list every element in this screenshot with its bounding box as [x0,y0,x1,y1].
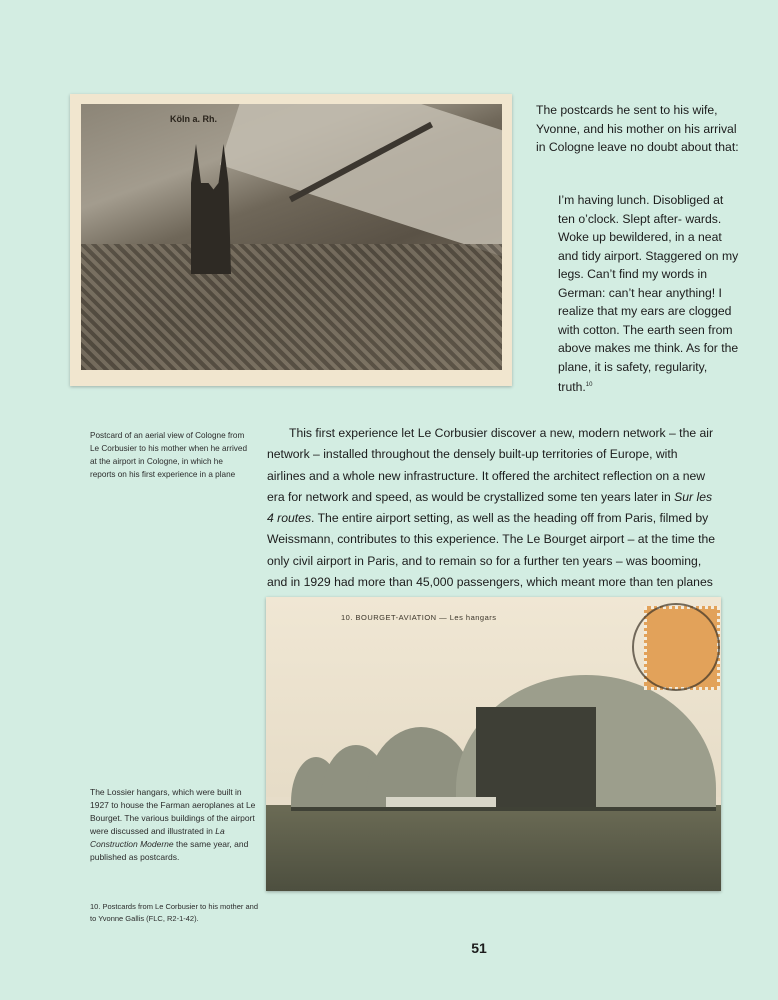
hangar-caption [90,786,260,864]
journal-title: La Construction Moderne [90,826,225,849]
river [220,104,502,257]
hangar-postcard-image [266,597,721,891]
footnote: 10. Postcards from Le Corbusier to his mother and to Yvonne Gallis (FLC, R2-1-42). [90,902,258,923]
book-title: Sur les 4 routes [267,489,713,526]
footnote-reference: 10 [585,382,593,388]
postmark [632,603,720,691]
postcard-printed-label: Köln a. Rh. [170,114,217,124]
body-text-part1: This first experience let Le Corbusier discover a new, modern network – the air network – installed throughout the densely built-up territories of Europe, with airlines and a whole new infrastructure. It offered the architect reflection on a new era for network and speed, as would be crystallized some ten years later in [267,426,714,504]
body-paragraph [267,423,719,593]
intro-paragraph: The postcards he sent to his wife, Yvonne, and his mother on his arrival in Cologne leave no doubt about that: [536,103,739,154]
page-number: 51 [471,940,487,956]
hangar-caption-part1: The Lossier hangars, which were built in 1927 to house the Farman aeroplanes at Le Bourget. The various buildings of the airport were discussed and illustrated in [90,787,256,836]
airfield-ground [266,805,721,891]
cologne-postcard-image [70,94,512,386]
quote-text: I’m having lunch. Disobliged at ten o’clock. Slept after- wards. Woke up bewildered, in a neat and tidy airport. Staggered on my legs. Can’t find my words in German: can’t hear anything! I realize that my ears are clogged with cotton. The earth seen from above makes me think. As for the plane, it is safety, regularity, truth. [558,193,739,395]
aerial-view-photo [81,104,502,370]
hangar-caption-part2: the same year, and published as postcards. [90,839,249,862]
hangar-door [476,707,596,807]
block-quote [558,191,743,397]
cologne-caption: Postcard of an aerial view of Cologne from Le Corbusier to his mother when he arrived at the airport in Cologne, in which he reports on his first experience in a plane [90,431,248,479]
body-text-part2: . The entire airport setting, as well as the heading off from Paris, filmed by Weissmann, contributes to this experience. The Le Bourget airport – at the time the only civil airport in Paris, and to remain so for a further ten years – was booming, and in 1929 had more than 45,000 passengers, which meant more than ten planes [267,511,716,590]
city-blocks [81,244,502,370]
aeroplane [386,797,496,807]
postcard-printed-label: 10. BOURGET-AVIATION — Les hangars [341,613,497,622]
